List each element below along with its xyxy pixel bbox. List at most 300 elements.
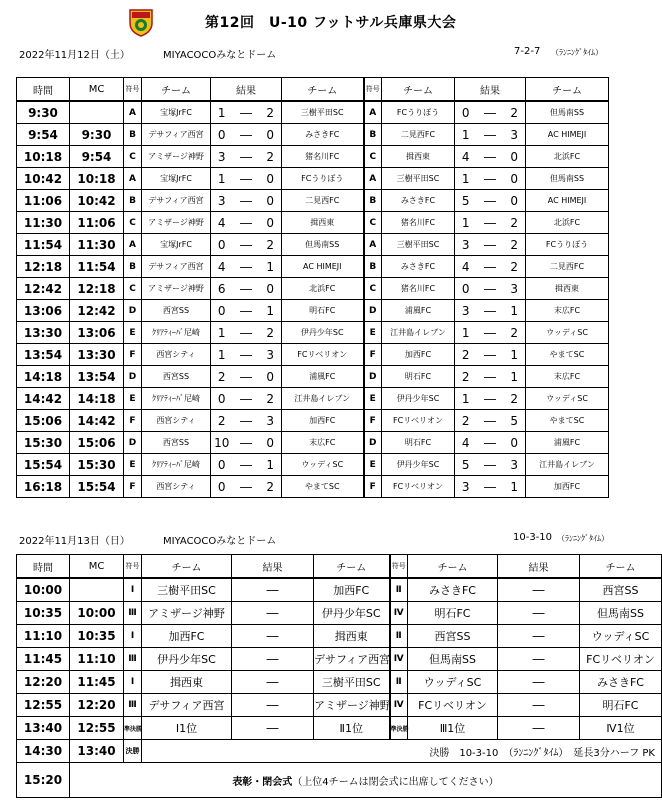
team-name: ウッディSC [408, 671, 498, 694]
team-name: 三樹平田SC [282, 101, 364, 124]
team-name: 加西FC [526, 476, 609, 498]
mc-time: 13:30 [70, 344, 124, 366]
team-name: やまてSC [282, 476, 364, 498]
court-code: E [364, 322, 382, 344]
team-name: Ⅳ1位 [580, 717, 662, 740]
score-away: 1 [504, 300, 526, 322]
score-home: 2 [211, 366, 233, 388]
score-away: 2 [504, 234, 526, 256]
score-home: 4 [455, 432, 477, 454]
team-name: 江井島イレブン [382, 322, 455, 344]
court-code: Ⅲ [124, 602, 142, 625]
day2-match-row [17, 694, 662, 717]
court-code: Ⅳ [390, 694, 408, 717]
match-time: 12:42 [17, 278, 70, 300]
score-home: 2 [455, 366, 477, 388]
score-away: 0 [260, 212, 282, 234]
score-home: 1 [211, 168, 233, 190]
court-code: B [124, 124, 142, 146]
match-time: 11:54 [17, 234, 70, 256]
score-dash: ― [477, 124, 504, 146]
team-name: 西宮SS [142, 300, 211, 322]
score-home: 6 [211, 278, 233, 300]
team-name: デサフィア西宮 [142, 190, 211, 212]
day1-format: 7-2-7 [514, 46, 541, 57]
day1-date: 2022年11月12日（土） [19, 50, 130, 61]
match-time: 11:06 [17, 190, 70, 212]
court-code: A [124, 234, 142, 256]
team-name: 三樹平田SC [314, 671, 390, 694]
mc-time: 11:54 [70, 256, 124, 278]
col-mc: MC [70, 555, 124, 579]
score-away: 1 [504, 344, 526, 366]
score-dash: ― [477, 322, 504, 344]
score-dash: ― [477, 476, 504, 498]
mc-time: 10:42 [70, 190, 124, 212]
score-home: 2 [455, 410, 477, 432]
team-name: 伊丹少年SC [314, 602, 390, 625]
team-name: 二見西FC [526, 256, 609, 278]
association-emblem-icon [128, 7, 154, 37]
col-team: チーム [282, 78, 364, 102]
team-name: 但馬南SS [580, 602, 662, 625]
score-away: 1 [260, 300, 282, 322]
col-team: チーム [314, 555, 390, 579]
match-time: 9:54 [17, 124, 70, 146]
score-away: 0 [260, 190, 282, 212]
score-dash: ― [233, 168, 260, 190]
ceremony-time: 15:20 [17, 763, 70, 798]
team-name: 揖西東 [526, 278, 609, 300]
team-name: Ⅱ1位 [314, 717, 390, 740]
score-dash: ― [477, 146, 504, 168]
court-code: F [124, 476, 142, 498]
score-home: 0 [455, 278, 477, 300]
team-name: 北浜FC [282, 278, 364, 300]
score-home: 0 [211, 388, 233, 410]
match-result: ― [232, 671, 314, 694]
day1-match-row [17, 432, 609, 454]
court-code: B [364, 190, 382, 212]
score-dash: ― [233, 101, 260, 124]
court-code: B [124, 256, 142, 278]
score-away: 1 [260, 454, 282, 476]
mc-time: 11:10 [70, 648, 124, 671]
day1-match-row [17, 344, 609, 366]
score-home: 10 [211, 432, 233, 454]
col-mc: MC [70, 78, 124, 102]
score-away: 2 [504, 322, 526, 344]
day1-match-row [17, 190, 609, 212]
team-name: Ⅰ1位 [142, 717, 232, 740]
court-code: Ⅱ [390, 578, 408, 602]
team-name: ウッディSC [580, 625, 662, 648]
day2-date: 2022年11月13日（日） [19, 536, 130, 547]
match-time: 10:00 [17, 578, 70, 602]
court-code: A [364, 101, 382, 124]
team-name: みさきFC [282, 124, 364, 146]
match-time: 13:40 [17, 717, 70, 740]
match-time: 12:18 [17, 256, 70, 278]
day2-match-row [17, 602, 662, 625]
team-name: 西宮SS [142, 432, 211, 454]
court-code: Ⅰ [124, 578, 142, 602]
ceremony-note: （上位4チームは閉会式に出席してください） [292, 776, 499, 788]
score-dash: ― [233, 344, 260, 366]
score-away: 3 [260, 344, 282, 366]
score-home: 3 [455, 476, 477, 498]
score-dash: ― [477, 212, 504, 234]
mc-time: 14:18 [70, 388, 124, 410]
court-code: E [364, 388, 382, 410]
match-result: ― [232, 717, 314, 740]
final-time: 14:30 [17, 740, 70, 763]
team-name: 加西FC [282, 410, 364, 432]
court-code: F [124, 344, 142, 366]
team-name: 猪名川FC [382, 278, 455, 300]
mc-time [70, 101, 124, 124]
match-time: 11:30 [17, 212, 70, 234]
mc-time: 9:54 [70, 146, 124, 168]
score-away: 2 [260, 146, 282, 168]
team-name: 加西FC [382, 344, 455, 366]
match-time: 10:18 [17, 146, 70, 168]
score-dash: ― [477, 366, 504, 388]
score-away: 2 [504, 388, 526, 410]
day1-match-row [17, 366, 609, 388]
score-home: 5 [455, 454, 477, 476]
mc-time: 15:54 [70, 476, 124, 498]
team-name: 猪名川FC [382, 212, 455, 234]
match-result: ― [232, 602, 314, 625]
team-name: FCリベリオン [382, 410, 455, 432]
match-time: 14:18 [17, 366, 70, 388]
mc-time [70, 578, 124, 602]
mc-time: 10:35 [70, 625, 124, 648]
team-name: みさきFC [408, 578, 498, 602]
day2-format: 10-3-10 [513, 532, 553, 543]
match-time: 12:55 [17, 694, 70, 717]
team-name: 揖西東 [282, 212, 364, 234]
score-away: 1 [260, 256, 282, 278]
score-away: 3 [260, 410, 282, 432]
day2-match-row [17, 578, 662, 602]
score-dash: ― [233, 256, 260, 278]
court-code: C [364, 146, 382, 168]
day2-match-row [17, 648, 662, 671]
score-away: 2 [504, 101, 526, 124]
match-time: 10:35 [17, 602, 70, 625]
team-name: ｸﾘｱﾃｨｰﾊﾞ尼崎 [142, 322, 211, 344]
team-name: 揖西東 [382, 146, 455, 168]
ceremony-cell [70, 763, 662, 798]
score-home: 1 [211, 322, 233, 344]
day1-match-row [17, 101, 609, 124]
day1-match-row [17, 212, 609, 234]
team-name: デサフィア西宮 [142, 694, 232, 717]
team-name: 但馬南SS [408, 648, 498, 671]
team-name: 伊丹少年SC [382, 454, 455, 476]
team-name: FCリベリオン [580, 648, 662, 671]
score-away: 0 [260, 168, 282, 190]
match-result: ― [498, 625, 580, 648]
match-result: ― [498, 694, 580, 717]
score-away: 0 [260, 278, 282, 300]
final-note: 決勝 10-3-10 （ﾗﾝﾆﾝｸﾞﾀｲﾑ） 延長3分ハーフ PK [142, 740, 662, 763]
court-code: Ⅰ [124, 625, 142, 648]
team-name: 西宮SS [408, 625, 498, 648]
team-name: 明石FC [282, 300, 364, 322]
mc-time: 15:30 [70, 454, 124, 476]
score-dash: ― [477, 190, 504, 212]
court-code: A [364, 234, 382, 256]
team-name: 西宮SS [142, 366, 211, 388]
court-code: F [124, 410, 142, 432]
team-name: 加西FC [314, 578, 390, 602]
mc-time: 10:18 [70, 168, 124, 190]
mc-time: 12:42 [70, 300, 124, 322]
court-code: Ⅳ [390, 648, 408, 671]
team-name: 末広FC [282, 432, 364, 454]
court-code: Ⅲ [124, 694, 142, 717]
col-result: 結果 [455, 78, 526, 102]
score-away: 0 [260, 124, 282, 146]
score-away: 0 [504, 190, 526, 212]
day1-match-row [17, 454, 609, 476]
score-away: 3 [504, 124, 526, 146]
score-away: 3 [504, 454, 526, 476]
court-code: B [124, 190, 142, 212]
score-dash: ― [233, 300, 260, 322]
score-home: 2 [211, 410, 233, 432]
day2-schedule-table [16, 554, 662, 798]
team-name: 二見西FC [382, 124, 455, 146]
court-code: C [124, 278, 142, 300]
team-name: ウッディSC [526, 388, 609, 410]
match-time: 15:06 [17, 410, 70, 432]
day1-match-row [17, 322, 609, 344]
mc-time: 11:06 [70, 212, 124, 234]
team-name: やまてSC [526, 410, 609, 432]
score-dash: ― [477, 344, 504, 366]
score-home: 0 [211, 124, 233, 146]
col-court: 符号 [390, 555, 408, 579]
score-home: 1 [211, 101, 233, 124]
team-name: 宝塚JrFC [142, 234, 211, 256]
day1-match-row [17, 234, 609, 256]
team-name: 北浜FC [526, 212, 609, 234]
day1-schedule-table [16, 77, 609, 498]
score-away: 2 [260, 234, 282, 256]
score-home: 0 [211, 300, 233, 322]
court-code: Ⅱ [390, 671, 408, 694]
col-court: 符号 [124, 555, 142, 579]
score-home: 4 [455, 146, 477, 168]
score-away: 2 [260, 476, 282, 498]
team-name: 加西FC [142, 625, 232, 648]
ceremony-label: 表彰・閉会式 [232, 776, 293, 788]
page-title: 第12回 U-10 フットサル兵庫県大会 [205, 15, 457, 31]
score-home: 4 [211, 256, 233, 278]
court-code: B [364, 256, 382, 278]
day1-header-row [17, 78, 609, 102]
team-name: みさきFC [580, 671, 662, 694]
court-code: D [364, 366, 382, 388]
match-result: ― [232, 648, 314, 671]
score-away: 0 [504, 432, 526, 454]
col-team: チーム [408, 555, 498, 579]
team-name: 三樹平田SC [142, 578, 232, 602]
score-away: 2 [260, 388, 282, 410]
match-time: 11:10 [17, 625, 70, 648]
col-result: 結果 [211, 78, 282, 102]
score-dash: ― [233, 278, 260, 300]
team-name: アミザージ神野 [142, 602, 232, 625]
score-dash: ― [233, 124, 260, 146]
mc-time: 15:06 [70, 432, 124, 454]
score-dash: ― [233, 454, 260, 476]
team-name: デサフィア西宮 [142, 124, 211, 146]
match-time: 11:45 [17, 648, 70, 671]
match-result: ― [498, 578, 580, 602]
mc-time: 12:20 [70, 694, 124, 717]
score-dash: ― [233, 212, 260, 234]
team-name: 江井島イレブン [526, 454, 609, 476]
score-home: 0 [211, 234, 233, 256]
match-time: 13:06 [17, 300, 70, 322]
team-name: 西宮シティ [142, 410, 211, 432]
mc-time: 11:45 [70, 671, 124, 694]
score-dash: ― [233, 410, 260, 432]
score-home: 3 [211, 190, 233, 212]
team-name: 明石FC [382, 432, 455, 454]
col-time: 時間 [17, 78, 70, 102]
score-away: 1 [504, 366, 526, 388]
match-time: 14:42 [17, 388, 70, 410]
court-code: Ⅰ [124, 671, 142, 694]
team-name: デサフィア西宮 [314, 648, 390, 671]
team-name: 末広FC [526, 300, 609, 322]
score-home: 3 [211, 146, 233, 168]
team-name: 伊丹少年SC [142, 648, 232, 671]
court-code: 準決勝 [124, 717, 142, 740]
team-name: AC HIMEJI [282, 256, 364, 278]
score-dash: ― [477, 168, 504, 190]
score-away: 0 [504, 168, 526, 190]
team-name: みさきFC [382, 256, 455, 278]
team-name: AC HIMEJI [526, 190, 609, 212]
team-name: 宝塚JrFC [142, 168, 211, 190]
team-name: 江井島イレブン [282, 388, 364, 410]
team-name: デサフィア西宮 [142, 256, 211, 278]
team-name: 明石FC [382, 366, 455, 388]
col-court: 符号 [124, 78, 142, 102]
court-code: E [124, 322, 142, 344]
court-code: Ⅳ [390, 602, 408, 625]
court-code: F [364, 344, 382, 366]
day2-match-row [17, 717, 662, 740]
score-away: 0 [260, 366, 282, 388]
match-result: ― [498, 671, 580, 694]
day1-format-note: （ﾗﾝﾆﾝｸﾞﾀｲﾑ） [551, 48, 603, 57]
team-name: ウッディSC [526, 322, 609, 344]
score-dash: ― [477, 278, 504, 300]
mc-time: 13:54 [70, 366, 124, 388]
score-dash: ― [233, 432, 260, 454]
score-away: 0 [504, 146, 526, 168]
score-dash: ― [477, 454, 504, 476]
court-code: C [124, 146, 142, 168]
court-code: D [364, 300, 382, 322]
score-home: 4 [211, 212, 233, 234]
team-name: 浦風FC [526, 432, 609, 454]
day1-venue: MIYACOCOみなとドーム [163, 50, 277, 61]
match-result: ― [498, 602, 580, 625]
final-mc: 13:40 [70, 740, 124, 763]
match-time: 15:30 [17, 432, 70, 454]
score-home: 0 [211, 454, 233, 476]
day1-match-row [17, 124, 609, 146]
score-away: 0 [260, 432, 282, 454]
team-name: FCうりぼう [382, 101, 455, 124]
team-name: 但馬南SS [526, 101, 609, 124]
team-name: 但馬南SS [282, 234, 364, 256]
day2-match-row [17, 671, 662, 694]
team-name: 但馬南SS [526, 168, 609, 190]
team-name: 三樹平田SC [382, 168, 455, 190]
team-name: アミザージ神野 [142, 146, 211, 168]
team-name: 明石FC [408, 602, 498, 625]
court-code: D [124, 366, 142, 388]
team-name: 西宮シティ [142, 476, 211, 498]
score-home: 1 [455, 124, 477, 146]
team-name: 揖西東 [142, 671, 232, 694]
score-dash: ― [477, 300, 504, 322]
court-code: F [364, 410, 382, 432]
col-time: 時間 [17, 555, 70, 579]
court-code: E [364, 454, 382, 476]
score-away: 2 [260, 322, 282, 344]
match-time: 12:20 [17, 671, 70, 694]
team-name: 西宮SS [580, 578, 662, 602]
score-home: 1 [455, 322, 477, 344]
score-away: 2 [260, 101, 282, 124]
day2-format-note: （ﾗﾝﾆﾝｸﾞﾀｲﾑ） [557, 534, 609, 543]
court-code: A [364, 168, 382, 190]
court-code: C [364, 278, 382, 300]
team-name: AC HIMEJI [526, 124, 609, 146]
court-code: D [364, 432, 382, 454]
mc-time: 14:42 [70, 410, 124, 432]
match-time: 9:30 [17, 101, 70, 124]
team-name: ｸﾘｱﾃｨｰﾊﾞ尼崎 [142, 388, 211, 410]
team-name: FCリベリオン [282, 344, 364, 366]
team-name: 伊丹少年SC [282, 322, 364, 344]
score-dash: ― [233, 234, 260, 256]
day1-match-row [17, 410, 609, 432]
col-team: チーム [142, 555, 232, 579]
team-name: 明石FC [580, 694, 662, 717]
score-home: 3 [455, 234, 477, 256]
mc-time: 10:00 [70, 602, 124, 625]
team-name: 北浜FC [526, 146, 609, 168]
court-code: 準決勝 [390, 717, 408, 740]
day1-match-row [17, 256, 609, 278]
team-name: 宝塚JrFC [142, 101, 211, 124]
match-time: 15:54 [17, 454, 70, 476]
match-result: ― [232, 694, 314, 717]
score-home: 1 [455, 168, 477, 190]
